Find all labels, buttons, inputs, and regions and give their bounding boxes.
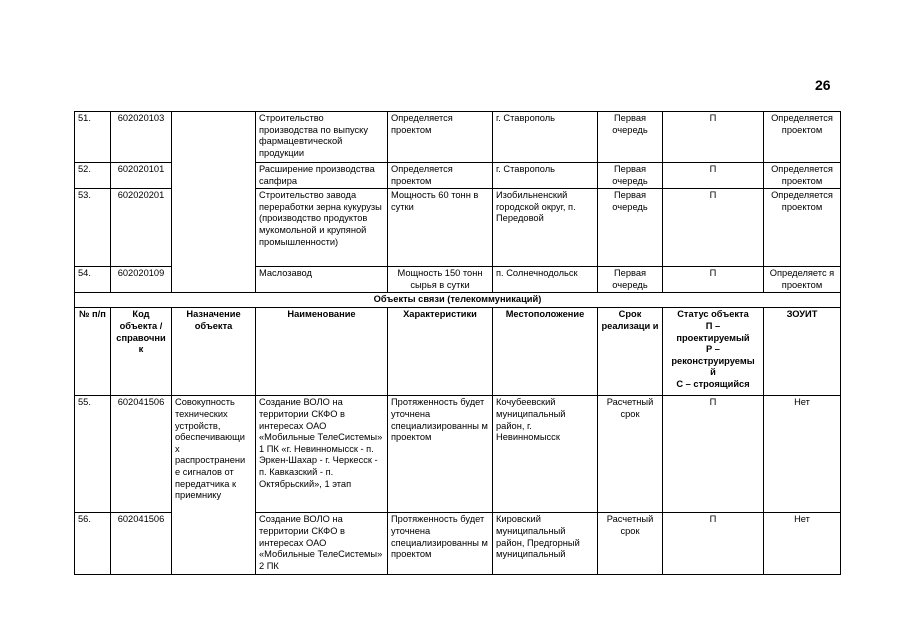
header-status-line: й xyxy=(710,367,716,378)
header-status xyxy=(663,308,764,396)
object-name: Маслозавод xyxy=(256,267,388,293)
zouit: Определяется проектом xyxy=(764,189,841,267)
term: Первая очередь xyxy=(598,189,663,267)
row-number: 52. xyxy=(75,163,111,189)
location: п. Солнечнодольск xyxy=(493,267,598,293)
header-status-line: проектируемый xyxy=(676,332,750,343)
characteristics: Протяженность будет уточнена специализированны м проектом xyxy=(388,513,493,575)
zouit: Определяется проектом xyxy=(764,163,841,189)
zouit: Определяетс я проектом xyxy=(764,267,841,293)
term: Первая очередь xyxy=(598,267,663,293)
section-row xyxy=(75,293,841,308)
object-name: Создание ВОЛО на территории СКФО в интересах ОАО «Мобильные ТелеСистемы» 2 ПК xyxy=(256,513,388,575)
zouit: Определяется проектом xyxy=(764,112,841,163)
term: Первая очередь xyxy=(598,112,663,163)
row-number: 54. xyxy=(75,267,111,293)
header-characteristics: Характеристики xyxy=(388,308,493,396)
header-status-line: С – строящийся xyxy=(676,378,750,389)
row-number: 51. xyxy=(75,112,111,163)
header-status-line: Статус объекта xyxy=(677,309,749,320)
status: П xyxy=(663,163,764,189)
characteristics: Мощность 150 тонн сырья в сутки xyxy=(388,267,493,293)
header-status-line: Р – xyxy=(706,344,720,355)
characteristics: Протяженность будет уточнена специализированны м проектом xyxy=(388,396,493,513)
object-code: 602020101 xyxy=(111,163,172,189)
object-code: 602041506 xyxy=(111,396,172,513)
status: П xyxy=(663,112,764,163)
location: г. Ставрополь xyxy=(493,112,598,163)
header-location: Местоположение xyxy=(493,308,598,396)
status: П xyxy=(663,189,764,267)
section-title: Объекты связи (телекоммуникаций) xyxy=(75,293,841,308)
object-code: 602020109 xyxy=(111,267,172,293)
zouit: Нет xyxy=(764,396,841,513)
header-row xyxy=(75,308,841,396)
location: Изобильненский городской округ, п. Передовой xyxy=(493,189,598,267)
header-zouit: ЗОУИТ xyxy=(764,308,841,396)
object-code: 602041506 xyxy=(111,513,172,575)
header-status-line: П – xyxy=(705,320,721,331)
header-status-line: реконструируемы xyxy=(671,355,755,366)
zouit: Нет xyxy=(764,513,841,575)
row-number: 56. xyxy=(75,513,111,575)
location: г. Ставрополь xyxy=(493,163,598,189)
row-number: 53. xyxy=(75,189,111,267)
characteristics: Определяется проектом xyxy=(388,163,493,189)
object-name: Строительство производства по выпуску фармацевтической продукции xyxy=(256,112,388,163)
header-code: Код объекта / справочни к xyxy=(111,308,172,396)
status: П xyxy=(663,267,764,293)
location: Кировский муниципальный район, Предгорный муниципальный xyxy=(493,513,598,575)
header-term: Срок реализаци и xyxy=(598,308,663,396)
term: Расчетный срок xyxy=(598,396,663,513)
header-purpose: Назначение объекта xyxy=(172,308,256,396)
object-code: 602020201 xyxy=(111,189,172,267)
header-name: Наименование xyxy=(256,308,388,396)
object-code: 602020103 xyxy=(111,112,172,163)
status: П xyxy=(663,396,764,513)
objects-table xyxy=(74,111,841,575)
row-number: 55. xyxy=(75,396,111,513)
object-name: Расширение производства сапфира xyxy=(256,163,388,189)
purpose-cell: Совокупность технических устройств, обеспечивающи х распространени е сигналов от передатчика к приемнику xyxy=(172,396,256,575)
purpose-cell xyxy=(172,112,256,293)
characteristics: Мощность 60 тонн в сутки xyxy=(388,189,493,267)
table-row xyxy=(75,396,841,513)
object-name: Создание ВОЛО на территории СКФО в интересах ОАО «Мобильные ТелеСистемы» 1 ПК «г. Невинномысск - п. Эркен-Шахар - г. Черкесск - п. Кавказский - п. Октябрьский», 1 этап xyxy=(256,396,388,513)
status: П xyxy=(663,513,764,575)
object-name: Строительство завода переработки зерна кукурузы (производство продуктов мукомольной и крупяной промышленности) xyxy=(256,189,388,267)
term: Первая очередь xyxy=(598,163,663,189)
table-row xyxy=(75,112,841,163)
term: Расчетный срок xyxy=(598,513,663,575)
characteristics: Определяется проектом xyxy=(388,112,493,163)
header-number: № п/п xyxy=(75,308,111,396)
location: Кочубеевский муниципальный район, г. Невинномысск xyxy=(493,396,598,513)
page-number: 26 xyxy=(815,77,831,93)
